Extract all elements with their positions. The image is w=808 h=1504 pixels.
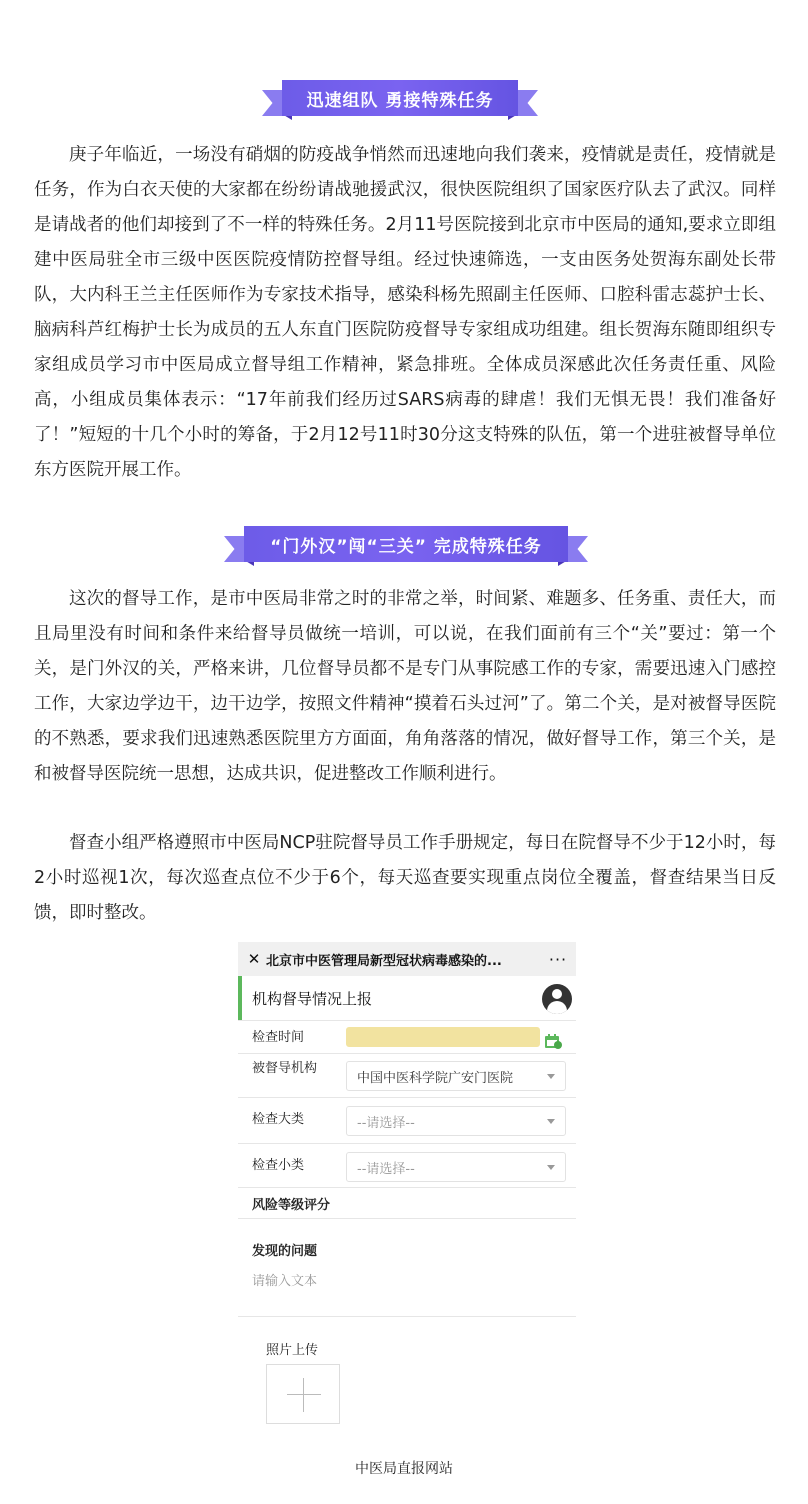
row-subcategory [238,1144,576,1188]
category-select[interactable] [346,1106,566,1136]
issues-divider [238,1316,576,1317]
category-label: 检查大类 [252,1112,305,1127]
photo-upload-button[interactable] [266,1364,340,1424]
issues-textarea[interactable]: 请输入文本 [252,1274,318,1289]
chevron-down-icon [547,1074,555,1079]
chevron-down-icon [547,1119,555,1124]
risk-score-label: 风险等级评分 [252,1198,331,1213]
check-time-input[interactable] [346,1027,540,1047]
plus-icon [303,1378,304,1412]
section1-title: 迅速组队 勇接特殊任务 [282,80,518,116]
category-placeholder: --请选择-- [357,1115,415,1131]
more-icon[interactable]: ··· [548,949,568,969]
institution-select[interactable] [346,1061,566,1091]
subcategory-label: 检查小类 [252,1158,305,1173]
avatar-icon[interactable] [542,984,572,1014]
row-category [238,1098,576,1144]
risk-divider [238,1218,576,1219]
upload-label: 照片上传 [266,1343,319,1358]
window-title: 北京市中医管理局新型冠状病毒感染的... [266,953,502,969]
image-caption: 中医局直报网站 [355,1461,453,1477]
chevron-down-icon [547,1165,555,1170]
plus-icon [287,1394,321,1395]
calendar-icon[interactable] [544,1033,562,1049]
form-header [238,976,576,1020]
section2-title: “门外汉”闯“三关” 完成特殊任务 [244,526,568,562]
row-check-time [238,1020,576,1054]
form-screenshot [238,942,576,1432]
subcategory-select[interactable] [346,1152,566,1182]
issues-label: 发现的问题 [252,1244,318,1259]
section1-paragraph: 庚子年临近，一场没有硝烟的防疫战争悄然而迅速地向我们袭来，疫情就是责任，疫情就是任务，作为白衣天使的大家都在纷纷请战驰援武汉，很快医院组织了国家医疗队去了武汉。同样是请战者的他们却接到了不一样的特殊任务。2月11号医院接到北京市中医局的通知,要求立即组建中医局驻全市三级中医医院疫情防控督导组。经过快速筛选，一支由医务处贺海东副处长带队，大内科王兰主任医师作为专家技术指导，感染科杨先照副主任医师、口腔科雷志蕊护士长、脑病科芦红梅护士长为成员的五人东直门医院防疫督导专家组成功组建。组长贺海东随即组织专家组成员学习市中医局成立督导组工作精神，紧急排班。全体成员深感此次任务责任重、风险高，小组成员集体表示：“17年前我们经历过SARS病毒的肆虐！我们无惧无畏！我们准备好了！”短短的十几个小时的筹备，于2月12号11时30分这支特殊的队伍，第一个进驻被督导单位东方医院开展工作。 [34,145,776,480]
check-time-label: 检查时间 [252,1030,305,1045]
institution-label: 被督导机构 [252,1061,318,1076]
form-title: 机构督导情况上报 [252,989,373,1008]
subcategory-placeholder: --请选择-- [357,1161,415,1177]
section2-paragraph1: 这次的督导工作，是市中医局非常之时的非常之举，时间紧、难题多、任务重、责任大，而且局里没有时间和条件来给督导员做统一培训，可以说，在我们面前有三个“关”要过：第一个关，是门外汉的关，严格来讲，几位督导员都不是专门从事院感工作的专家，需要迅速入门感控工作，大家边学边干，边干边学，按照文件精神“摸着石头过河”了。第二个关，是对被督导医院的不熟悉，要求我们迅速熟悉医院里方方面面，角角落落的情况，做好督导工作，第三个关，是和被督导医院统一思想，达成共识，促进整改工作顺利进行。 [34,589,776,784]
section2-banner [224,526,588,568]
section2-paragraph2: 督查小组严格遵照市中医局NCP驻院督导员工作手册规定，每日在院督导不少于12小时，每2小时巡视1次，每次巡查点位不少于6个，每天巡查要实现重点岗位全覆盖，督查结果当日反馈，即时整改。 [34,833,776,923]
app-title-bar [238,942,576,976]
institution-value: 中国中医科学院广安门医院 [357,1070,514,1086]
row-institution [238,1054,576,1098]
section1-banner [262,80,538,122]
close-icon[interactable]: ✕ [247,950,261,968]
